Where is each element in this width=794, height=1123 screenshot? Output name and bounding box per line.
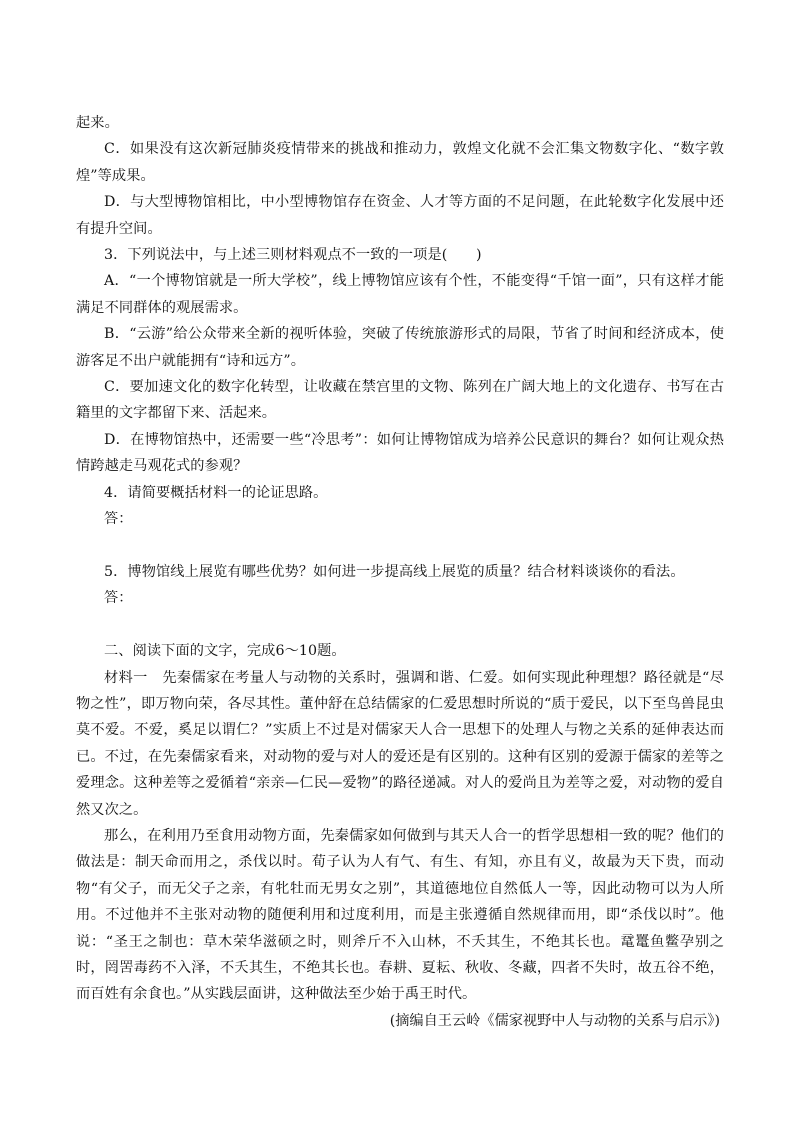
- option-d-q2: D．与大型博物馆相比，中小型博物馆存在资金、人才等方面的不足问题，在此轮数字化发展中还有提升空间。: [76, 194, 724, 237]
- answer-label-q4: 答：: [104, 511, 133, 528]
- question-3: 3．下列说法中，与上述三则材料观点不一致的一项是( ): [104, 247, 482, 264]
- paragraph-continuation: 起来。: [76, 115, 119, 131]
- question-4: 4．请简要概括材料一的论证思路。: [104, 484, 328, 501]
- option-a-q3: A．“一个博物馆就是一所大学校”，线上博物馆应该有个性，不能变得“千馆一面”，只有这样才能满足不同群体的观展需求。: [76, 273, 724, 316]
- option-b-q3: B．“云游”给公众带来全新的视听体验，突破了传统旅游形式的局限，节省了时间和经济成本，使游客足不出户就能拥有“诗和远方”。: [76, 326, 724, 369]
- answer-space-q5: [76, 612, 724, 638]
- option-c-q2: C．如果没有这次新冠肺炎疫情带来的挑战和推动力，敦煌文化就不会汇集文物数字化、“数字敦煌”等成果。: [76, 141, 724, 184]
- option-c-q3: C．要加速文化的数字化转型，让收藏在禁宫里的文物、陈列在广阔大地上的文化遗存、书写在古籍里的文字都留下来、活起来。: [76, 379, 724, 422]
- option-d-q3: D．在博物馆热中，还需要一些“冷思考”：如何让博物馆成为培养公民意识的舞台？如何让观众热情跨越走马观花式的参观？: [76, 431, 724, 475]
- source-citation: (摘编自王云岭《儒家视野中人与动物的关系与启示》): [389, 1012, 720, 1029]
- material-one-paragraph-2: 那么，在利用乃至食用动物方面，先秦儒家如何做到与其天人合一的哲学思想相一致的呢？他们的做法是：制天命而用之，杀伐以时。荀子认为人有气、有生、有知，亦且有义，故最为天下贵，而动物“有父子，而无父子之亲，有牝牡而无男女之别”，其道德地位自然低人一等，因此动物可以为人所用。不过他并不主张对动物的随便利用和过度利用，而是主张遵循自然规律而用，即“杀伐以时”。他说：“圣王之制也：草木荣华滋硕之时，则斧斤不入山林，不夭其生，不绝其长也。鼋鼍鱼鳖孕别之时，罔罟毒药不入泽，不夭其生，不绝其长也。春耕、夏耘、秋收、冬藏，四者不失时，故五谷不绝，而百姓有余食也。”从实践层面讲，这种做法至少始于禹王时代。: [76, 827, 724, 1003]
- document-content: [76, 110, 724, 1034]
- section-two-heading: 二、阅读下面的文字，完成6～10题。: [104, 643, 346, 660]
- question-5: 5．博物馆线上展览有哪些优势？如何进一步提高线上展览的质量？结合材料谈谈你的看法。: [104, 563, 685, 580]
- answer-label-q5: 答：: [104, 590, 133, 607]
- material-one-paragraph-1: 材料一 先秦儒家在考量人与动物的关系时，强调和谐、仁爱。如何实现此种理想？路径就是“尽物之性”，即万物向荣，各尽其性。董仲舒在总结儒家的仁爱思想时所说的“质于爱民，以下至鸟兽昆虫莫不爱。不爱，奚足以谓仁？”实质上不过是对儒家天人合一思想下的处理人与物之关系的延伸表达而已。不过，在先秦儒家看来，对动物的爱与对人的爱还是有区别的。这种有区别的爱源于儒家的差等之爱理念。这种差等之爱循着“亲亲—仁民—爱物”的路径递减。对人的爱尚且为差等之爱，对动物的爱自然又次之。: [76, 669, 724, 818]
- answer-space-q4: [76, 533, 724, 559]
